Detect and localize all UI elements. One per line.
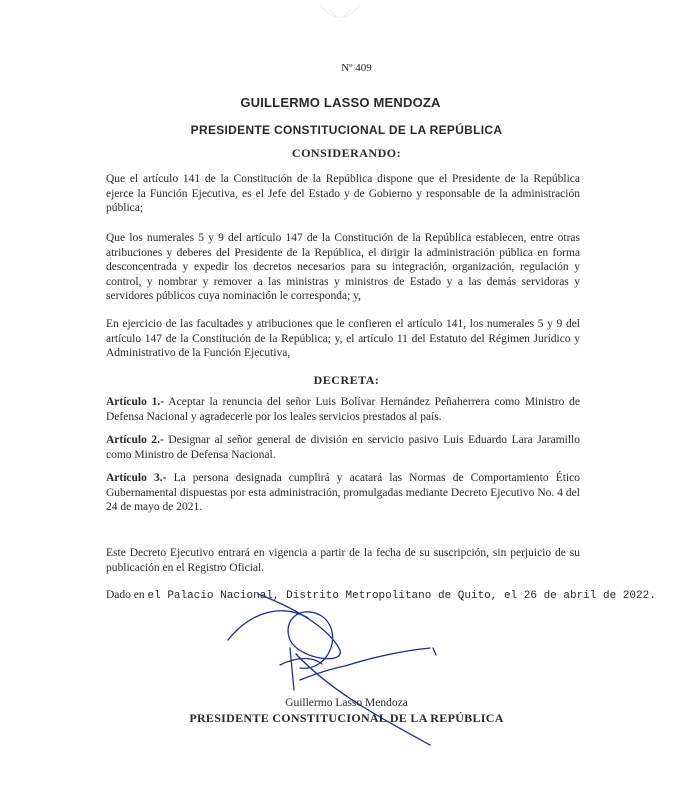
article-1 <box>106 395 580 424</box>
article-2-text: Designar al señor general de división en servicio pasivo Luis Eduardo Lara Jaramillo como Ministro de Defensa Nacional. <box>106 434 580 461</box>
signer-name: Guillermo Lasso Mendoza <box>285 697 408 709</box>
considerando-paragraph-3: En ejercicio de las facultades y atribuciones que le confieren el artículo 141, los numerales 5 y 9 del artículo 147 de la Constitución de la República; y, el artículo 11 del Estatuto del Régimen Jurídico y Administrativo de la Función Ejecutiva, <box>106 318 580 359</box>
signer-title: PRESIDENTE CONSTITUCIONAL DE LA REPÚBLICA <box>189 711 504 725</box>
president-title-heading: PRESIDENTE CONSTITUCIONAL DE LA REPÚBLICA <box>190 123 503 137</box>
dado-place-date: el Palacio Nacional, Distrito Metropolitano de Quito, el 26 de abril de 2022. <box>147 590 656 602</box>
president-name-heading: GUILLERMO LASSO MENDOZA <box>240 95 441 110</box>
article-2-label: Artículo 2.- <box>106 434 164 446</box>
decreta-heading: DECRETA: <box>313 373 380 387</box>
vigencia-paragraph: Este Decreto Ejecutivo entrará en vigencia a partir de la fecha de su suscripción, sin perjuicio de su publicación en el Registro Oficial. <box>106 547 580 574</box>
article-3-text: La persona designada cumplirá y acatará las Normas de Comportamiento Ético Gubernamental dispuestas por esta administración, promulgadas mediante Decreto Ejecutivo No. 4 del 24 de mayo de 2021. <box>106 472 580 513</box>
article-1-text: Aceptar la renuncia del señor Luis Bolívar Hernández Peñaherrera como Ministro de Defensa Nacional y agradecerle por los leales servicios prestados al país. <box>106 396 580 423</box>
watermark-emblem <box>300 0 380 40</box>
dado-prefix: Dado en <box>106 589 145 601</box>
dado-line <box>106 589 656 602</box>
considerando-paragraph-2: Que los numerales 5 y 9 del artículo 147 de la Constitución de la República establecen, entre otras atribuciones y deberes del Presidente de la República, el dirigir la administración pública en forma desconcentrada y expedir los decretos necesarios para su integración, organización, regulación y control, y nombrar y remover a las ministras y ministros de Estado y a las demás servidoras y servidores públicos cuya nominación le corresponda; y, <box>106 232 580 302</box>
article-2 <box>106 433 580 462</box>
considerando-heading: CONSIDERANDO: <box>291 146 402 160</box>
considerando-paragraph-1: Que el artículo 141 de la Constitución de la República dispone que el Presidente de la República ejerce la Función Ejecutiva, es el Jefe del Estado y de Gobierno y responsable de la administración pública; <box>106 173 580 214</box>
article-3-label: Artículo 3.- <box>106 472 167 484</box>
article-3 <box>106 471 580 515</box>
article-1-label: Artículo 1.- <box>106 396 165 408</box>
decree-number: Nº 409 <box>341 62 372 74</box>
